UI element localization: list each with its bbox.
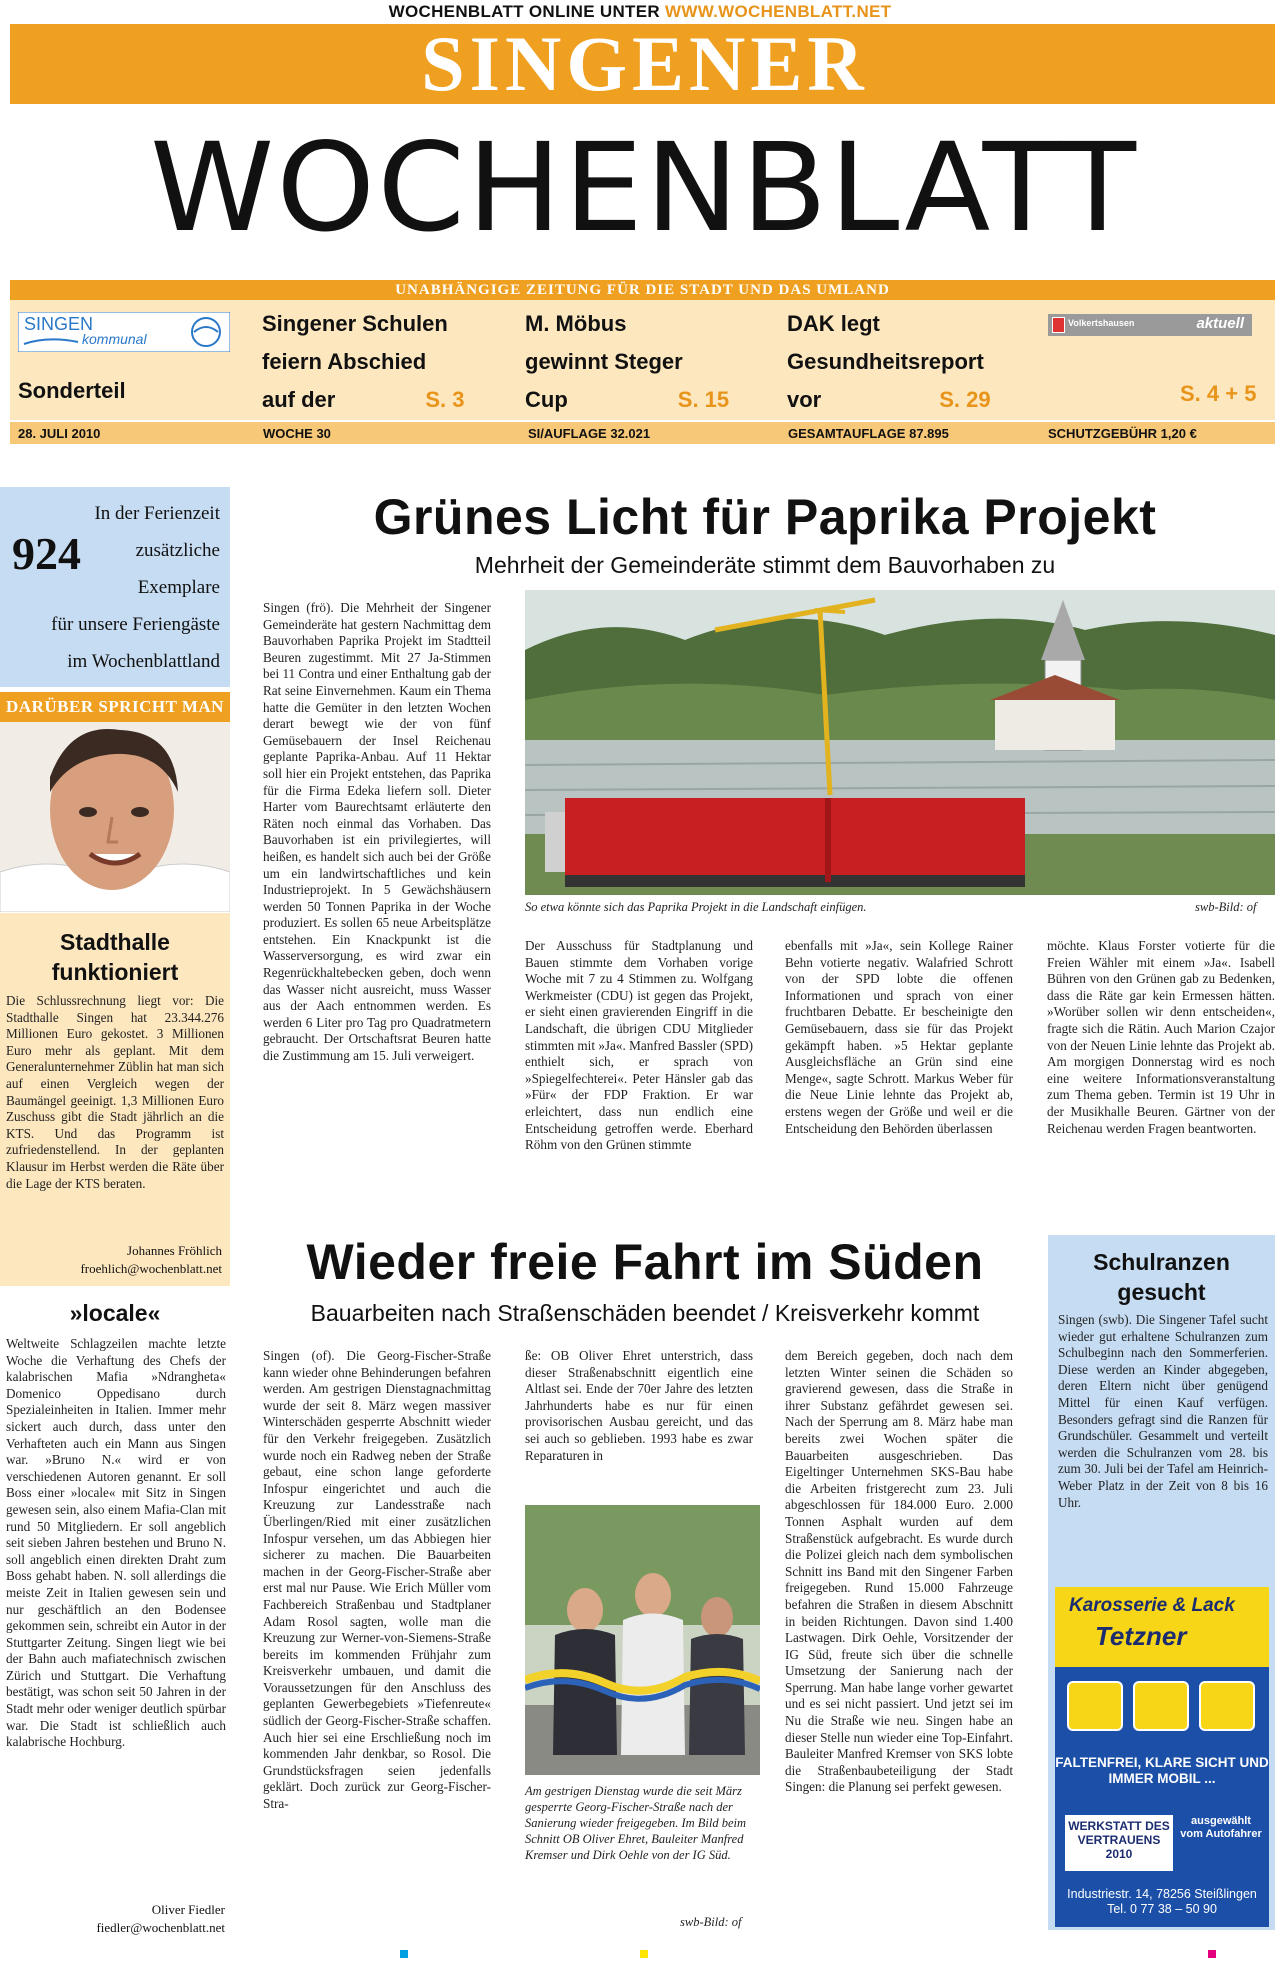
- article2-column3: dem Bereich gegeben, doch nach dem letzten Winter seinen die Schäden so gravierend gewesen, dass die Straße in ihrer Substanz gefährdet gewesen sei. Nach der Sperrung am 8. März habe man bereits zwei Wochen später die Bauarbeiten ausgeschrieben. Das Eigeltinger Unternehmen SKS-Bau habe die Arbeiten fristgerecht zum 23. Juli abgeschlossen für 184.000 Euro. 2.000 Tonnen Asphalt wurden auf dem Straßenstück aufgebracht. Es wurde durch die Polizei gleich nach dem symbolischen Schnitt ins Band mit den Singener Farben freigegeben. Rund 15.000 Fahrzeuge befahren die Straßen in diesem Abschnitt in beiden Richtungen. Davon sind 1.400 Lastwagen. Dirk Oehle, Vorsitzender der IG Süd, freute sich über die schnelle Umsetzung der Sanierung nach der Sperrung. Man habe lange vorher gewartet und es sei nicht passiert. Und jetzt sei im Nu die Straße wie neu. Singen habe an dieser Stelle nun wieder eine Top-Einfahrt. Bauleiter Manfred Kremser von SKS lobte die Straßenbaubeteiligung der Stadt Singen: die Planung sei perfekt gewesen.: [785, 1348, 1013, 1795]
- karosserie-ad[interactable]: [1055, 1587, 1269, 1927]
- article2-credit: swb-Bild: of: [680, 1915, 742, 1929]
- issue-week: WOCHE 30: [263, 426, 331, 441]
- article1-photo: [525, 590, 1275, 895]
- issue-date: 28. JULI 2010: [18, 426, 101, 441]
- article2-column2: ße: OB Oliver Ehret unterstrich, dass dieser Straßenabschnitt eigentlich eine Altlast sei. Ende der 70er Jahre des letzten Jahrhunderts habe es nur für einen provisorischen Ausbau gereicht, und das sei auch so geblieben. 1993 habe es zwar Reparaturen in: [525, 1348, 753, 1463]
- volkertshausen-logo-aktuell: aktuell: [1196, 315, 1244, 332]
- locale-title: »locale«: [69, 1300, 161, 1326]
- teaser-schulen-page: S. 3: [425, 387, 465, 412]
- stadthalle-text: Die Schlussrechnung liegt vor: Die Stadthalle Singen hat 23.344.276 Millionen Euro gekostet. 3 Millionen Euro mehr als geplant. Mit dem Generalunternehmer Züblin hat man sich auf einen Vergleich wegen der Baumängel geeinigt. 1,3 Millionen Euro Zuschuss gibt die Stadt jährlich an die KTS. Und das Programm ist zufriedenstellend. In der geplanten Klausur im Herbst werden die Räte über die Lage der KTS beraten.: [6, 993, 224, 1191]
- topline: [0, 2, 1280, 22]
- ad-line3: FALTENFREI, KLARE SICHT UND IMMER MOBIL ...: [1055, 1755, 1269, 1786]
- print-mark-cyan: [400, 1950, 408, 1958]
- article1-subhead: Mehrheit der Gemeinderäte stimmt dem Bauvorhaben zu: [474, 552, 1056, 578]
- article2-caption: Am gestrigen Dienstag wurde die seit März gesperrte Georg-Fischer-Straße nach der Sanierung wieder freigegeben. Im Bild beim Schnitt OB Oliver Ehret, Bauleiter Manfred Kremser und Dirk Oehle von der IG Süd.: [525, 1784, 747, 1862]
- schulranzen-text: Singen (swb). Die Singener Tafel sucht wieder gut erhaltene Schulranzen zum Schulbeginn nach den Sommerferien. Diese werden an Kinder abgegeben, deren Eltern nicht über genügend Mittel für einen Kauf verfügen. Besonders gefragt sind die Ranzen für Grundschüler. Gesammelt und verteilt werden die Schulranzen vom 28. bis zum 30. Juli bei der Tafel am Heinrich-Weber Platz in der Zeit von 8 bis 16 Uhr.: [1058, 1312, 1268, 1510]
- masthead-tagline: UNABHÄNGIGE ZEITUNG FÜR DIE STADT UND DAS UMLAND: [10, 280, 1275, 300]
- article2-subhead: Bauarbeiten nach Straßenschäden beendet / Kreisverkehr kommt: [310, 1300, 980, 1326]
- teaser-moebus-line2: gewinnt Steger: [525, 349, 683, 374]
- issue-info-row: [10, 422, 1275, 444]
- schulranzen-title-line2: gesucht: [1117, 1279, 1206, 1305]
- steering-wheel-icon: [1199, 1681, 1255, 1731]
- teaser-volkertshausen-page-label: S. 4 + 5: [1180, 381, 1257, 406]
- article1-column4: möchte. Klaus Forster votierte für die Freien Wähler mit einem »Ja«. Isabell Bühren von den Grünen gab zu Bedenken, dass die Räte gar kein Ermessen hätten. »Worüber sollen wir denn entscheiden«, fragte sich die Rätin. Auch Marion Czajor von der Neuen Linie lehnte das Projekt ab. Am morgigen Donnerstag wird es noch eine weitere Informationsveranstaltung zum Thema geben. Termin ist 19 Uhr in der Musikhalle Beuren. Gärtner von der Reichenau werden Fragen beantworten.: [1047, 938, 1275, 1136]
- ad-line1: Karosserie & Lack: [1069, 1595, 1235, 1616]
- teaser-sonderteil: Sonderteil: [18, 378, 126, 403]
- teaser-moebus-page: S. 15: [677, 387, 730, 412]
- wappen-icon: [1052, 317, 1065, 333]
- windshield-icon: [1133, 1681, 1189, 1731]
- teaser-dak-line2: Gesundheitsreport: [787, 349, 984, 374]
- locale-author: Oliver Fiedler: [151, 1902, 225, 1917]
- article1-column1: Singen (frö). Die Mehrheit der Singener Gemeinderäte hat gestern Nachmittag dem Bauvorhaben Paprika Projekt im Stadtteil Beuren zugestimmt. Mit 27 Ja-Stimmen bei 11 Contra und einer Enthaltung gab der Rat seine Einvernehmen. Kaum ein Thema hatte die Gemüter in den letzten Wochen derart bewegt wie der von fünf Gemüsebauern der Insel Reichenau geplante Paprika-Anbau. Auf 11 Hektar soll hier ein Projekt entstehen, das Paprika für die Firma Edeka liefern soll. Dieter Harter vom Baurechtsamt erläuterte den Räten noch einmal das Vorhaben. Das Bauvorhaben ist ein privilegiertes, will heißen, es handelt sich auch bei der Größe um ein landwirtschaftliches und kein Industrieprojekt. In 5 Gewächshäusern werden 50 Tonnen Paprika in der Woche produziert. Es sollen 65 neue Arbeitsplätze entstehen. Ein Knackpunkt ist die Wasserversorgung, es wird zwar ein Regenrückhaltebecken geben, doch wenn das Wasser nicht ausreicht, muss Wasser aus der Aach entnommen werden. Es werden 6 Liter pro Tag pro Quadratmetern gebraucht. Der Ortschaftsrat Beuren hatte die Zustimmung am 15. Juli verweigert.: [263, 600, 491, 1064]
- teaser-schulen-line2: feiern Abschied: [262, 349, 427, 374]
- ferien-number: 924: [12, 528, 81, 579]
- singen-kommunal-logo: [18, 312, 230, 352]
- ad-icons: [1067, 1681, 1257, 1741]
- schulranzen-title-line1: Schulranzen: [1093, 1249, 1230, 1275]
- article1-headline[interactable]: Grünes Licht für Paprika Projekt: [373, 489, 1157, 545]
- ad-line4: WERKSTATT DES VERTRAUENS 2010: [1065, 1815, 1173, 1871]
- ferien-line3: Exemplare: [137, 577, 220, 598]
- ferien-line1: In der Ferienzeit: [94, 503, 220, 524]
- teaser-moebus-line3: Cup: [525, 387, 568, 412]
- teaser-dak[interactable]: [787, 305, 991, 419]
- issue-gesamtauflage: GESAMTAUFLAGE 87.895: [788, 426, 949, 441]
- volkertshausen-logo-name: Volkertshausen: [1068, 318, 1135, 328]
- masthead-title-top: SINGENER: [421, 20, 869, 107]
- volkertshausen-logo: [1048, 314, 1252, 336]
- teaser-moebus-line1: M. Möbus: [525, 311, 627, 336]
- darueber-spricht-man-label: DARÜBER SPRICHT MAN: [0, 692, 230, 722]
- teaser-volkertshausen-page[interactable]: [1180, 381, 1256, 407]
- schulranzen-title: [1048, 1247, 1275, 1307]
- svg-text:kommunal: kommunal: [82, 331, 147, 347]
- locale-text: Weltweite Schlagzeilen machte letzte Woche die Verhaftung des Chefs der kalabrischen Mafia »Ndrangheta« Domenico Oppedisano durch Spezialeinheiten in Italien. Immer mehr sickert auch durch, dass unter den Verhafteten auch ein Mann aus Singen war. »Bruno N.« wird er von verschiedenen Autoren genannt. Er soll Boss einer »locale« mit Sitz in Singen gewesen sein, also einem Mafia-Clan mit rund 50 Mitgliedern. Er soll angeblich seit sieben Jahren bestehen und Bruno N. soll angeblich einen direkten Draht zum Boss gehabt haben. N. soll allerdings die meiste Zeit in Italien gewesen sein und nur geschäftlich an den Bodensee gekommen sein, schreibt ein Autor in der Stuttgarter Zeitung. Singen liegt wie bei der Bahn auch mafiatechnisch zwischen Zürich und Stuttgart. Die Verhaftung bestätigt, was schon seit 50 Jahren in der Stadt mehr oder weniger deutlich spürbar war. Die Stadt ist schließlich auch kalabrische Hochburg.: [6, 1336, 226, 1750]
- svg-text:SINGEN: SINGEN: [24, 314, 94, 334]
- stadthalle-title-line2: funktioniert: [51, 959, 179, 985]
- teaser-schulen[interactable]: [262, 305, 465, 419]
- ferien-line2: zusätzliche: [135, 540, 220, 561]
- print-mark-yellow: [640, 1950, 648, 1958]
- ferien-line4: für unsere Feriengäste: [51, 614, 220, 635]
- article1-caption: So etwa könnte sich das Paprika Projekt in die Landschaft einfügen.: [525, 900, 867, 914]
- topline-prefix: WOCHENBLATT ONLINE UNTER: [388, 2, 660, 21]
- ad-address: [1055, 1887, 1269, 1917]
- article1-column2: Der Ausschuss für Stadtplanung und Bauen stimmte dem Vorhaben vorige Woche mit 7 zu 4 Stimmen zu. Wolfgang Werkmeister (CDU) ist gegen das Projekt, er sieht einen gravierenden Eingriff in die Landschaft, die übrigen CDU Mitglieder stimmten mit »Ja«. Manfred Bassler (SPD) enthielt sich, er sprach von »Spiegelfechterei«. Peter Hänsler gab das »Für« der FDP Fraktion. Er war erleichtert, dass nun endlich eine Entscheidung getroffen werde. Eberhard Röhm von den Grünen stimmte: [525, 938, 753, 1153]
- issue-schutzgebuehr: SCHUTZGEBÜHR 1,20 €: [1048, 426, 1197, 441]
- stadthalle-title-line1: Stadthalle: [60, 929, 170, 955]
- teaser-dak-page: S. 29: [939, 387, 991, 412]
- stadthalle-author: Johannes Fröhlich: [127, 1243, 222, 1258]
- ferien-line5: im Wochenblattland: [67, 651, 220, 672]
- article1-credit: swb-Bild: of: [1195, 900, 1257, 914]
- stadthalle-mail[interactable]: froehlich@wochenblatt.net: [80, 1261, 222, 1276]
- ad-line2: Tetzner: [1095, 1621, 1187, 1651]
- stadthalle-box: [0, 913, 230, 1286]
- columnist-portrait: [0, 722, 230, 912]
- article1-column3: ebenfalls mit »Ja«, sein Kollege Rainer Behn votierte negativ. Walafried Schrott von der SPD lobte die offenen Informationen und sprach von einer fruchtbaren Debatte. Er bescheinigte den Gemüsebauern, dass sie für das Projekt gekämpft haben. »5 Hektar geplante Ausgleichsfläche an Grün sind eine Menge«, sagte Schrott. Markus Weber für die Neue Linie lehnte das Projekt ab, erstens wegen der Größe und weil er die Entscheidung den Behörden überlassen: [785, 938, 1013, 1136]
- ferien-box: [0, 487, 230, 687]
- ad-line7: Tel. 0 77 38 – 50 90: [1107, 1902, 1217, 1916]
- teaser-schulen-line3: auf der: [262, 387, 336, 412]
- topline-url[interactable]: WWW.WOCHENBLATT.NET: [665, 2, 892, 21]
- ad-line5: ausgewählt vom Autofahrer: [1180, 1815, 1262, 1840]
- locale-mail[interactable]: fiedler@wochenblatt.net: [96, 1920, 225, 1935]
- teaser-dak-line3: vor: [787, 387, 822, 412]
- car-icon: [1067, 1681, 1123, 1731]
- article2-headline[interactable]: Wieder freie Fahrt im Süden: [306, 1234, 984, 1290]
- stadthalle-title: [0, 927, 230, 987]
- teaser-schulen-line1: Singener Schulen: [262, 311, 448, 336]
- teaser-dak-line1: DAK legt: [787, 311, 880, 336]
- issue-auflage: SI/AUFLAGE 32.021: [528, 426, 651, 441]
- article2-column1: Singen (of). Die Georg-Fischer-Straße kann wieder ohne Behinderungen befahren werden. Am gestrigen Dienstagnachmittag wurde der seit 8. März wegen massiver Winterschäden gesperrte Abschnitt wieder für den Verkehr freigegeben. Zusätzlich wurde noch ein Radweg neben der Straße gebaut, eine schon lange geforderte Infospur eingerichtet und auch die Kreuzung zur Landesstraße nach Überlingen/Ried mit einer zusätzlichen Infospur versehen, um das Abbiegen hier sicherer zu machen. Die Bauarbeiten machen in der Georg-Fischer-Straße aber erst mal nur Pause. Wie Erich Müller vom Fachbereich Straßenbau und Stadtplaner Adam Rosol sagten, wolle man die Kreuzung zur Werner-von-Siemens-Straße bereits im kommenden Frühjahr zum Kreisverkehr umbauen, und damit die Voraussetzungen für den Anschluss des geplanten Gewerbegebiets »Tiefenreute« südlich der Georg-Fischer-Straße schaffen. Auch hier sei eine Erschließung noch im kommenden Jahr denkbar, so Rosol. Die Grundstücksfragen seien jedenfalls geklärt. Doch zurück zur Georg-Fischer-Stra-: [263, 1348, 491, 1812]
- masthead-title-main: WOCHENBLATT: [149, 117, 1139, 259]
- print-mark-magenta: [1208, 1950, 1216, 1958]
- article2-photo: [525, 1505, 760, 1775]
- ad-line6: Industriestr. 14, 78256 Steißlingen: [1067, 1887, 1257, 1901]
- teaser-moebus[interactable]: [525, 305, 729, 419]
